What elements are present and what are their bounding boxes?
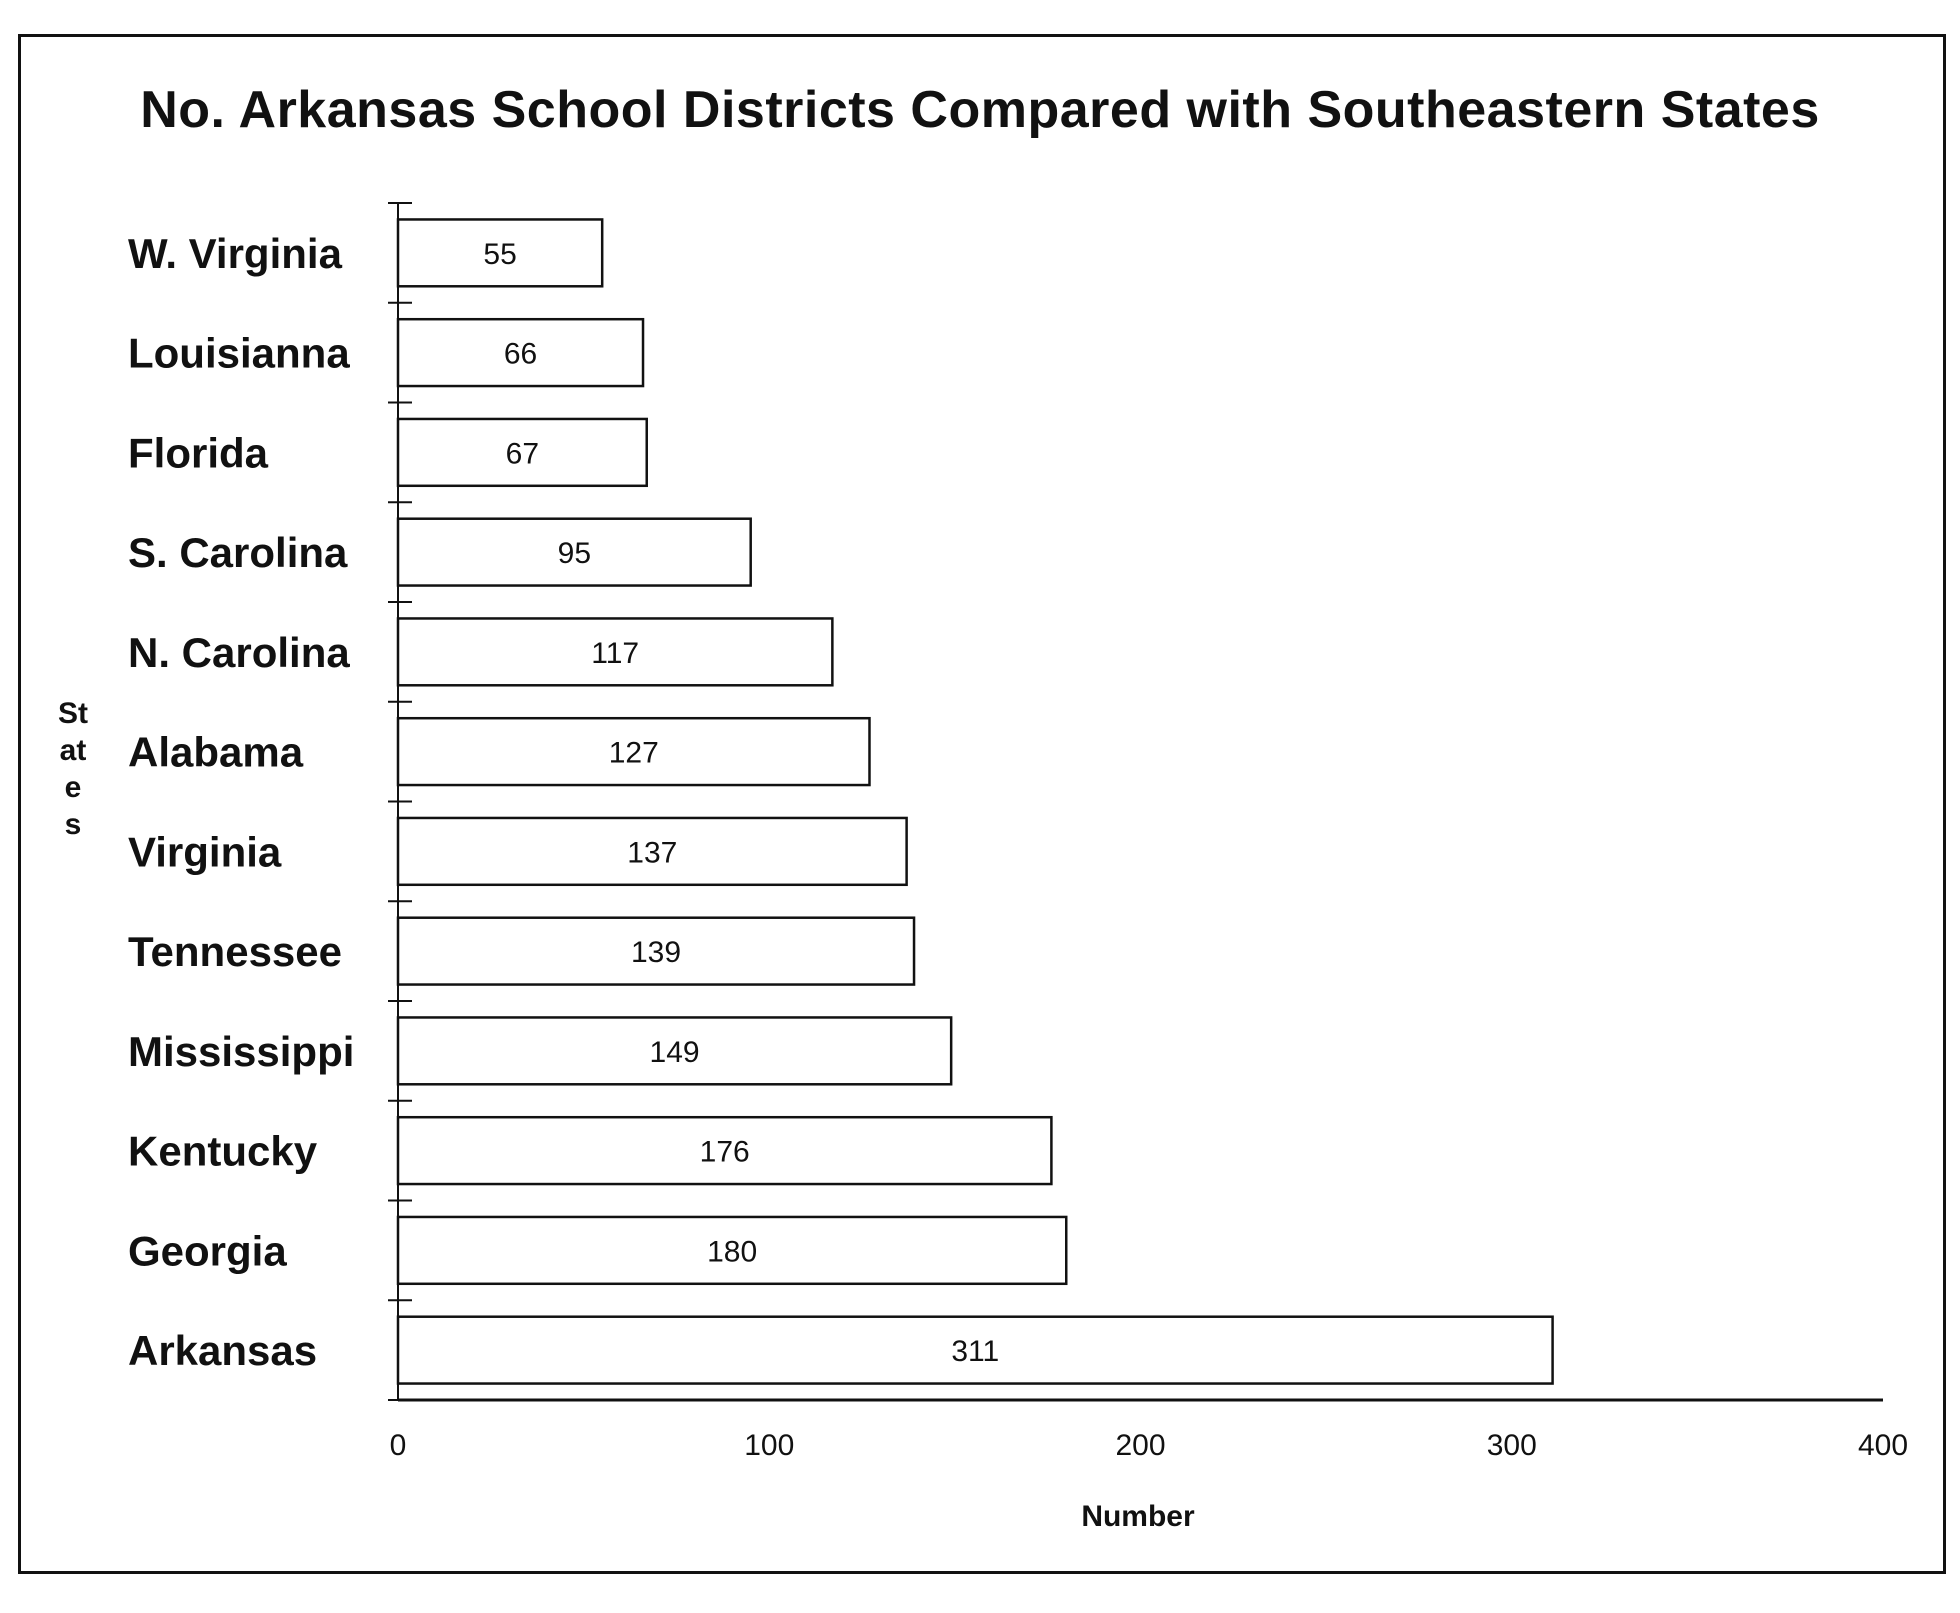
category-label: Mississippi (128, 1027, 355, 1075)
category-label: Arkansas (128, 1327, 318, 1375)
x-tick-label: 0 (389, 1429, 407, 1462)
x-axis-label: Number (1081, 1500, 1195, 1533)
bar-value-label: 311 (951, 1335, 1000, 1369)
category-label: N. Carolina (128, 628, 350, 676)
category-label: Georgia (128, 1227, 287, 1275)
chart-title: No. Arkansas School Districts Compared with Southeastern States (140, 81, 1820, 139)
x-tick-label: 400 (1857, 1429, 1909, 1462)
category-label: Alabama (128, 728, 304, 776)
x-tick-label: 100 (744, 1429, 795, 1462)
bar-value-label: 139 (630, 936, 682, 970)
category-label: S. Carolina (128, 529, 348, 577)
bar-value-label: 176 (699, 1135, 750, 1169)
bar-value-label: 95 (557, 537, 592, 571)
bar-value-label: 66 (503, 337, 538, 371)
category-label: Tennessee (128, 928, 342, 976)
bar-value-label: 55 (483, 237, 517, 271)
category-label: W. Virginia (128, 229, 342, 277)
x-tick-label: 200 (1115, 1429, 1166, 1462)
category-label: Louisianna (128, 329, 350, 377)
bar-value-label: 137 (627, 836, 678, 870)
bar-value-label: 127 (608, 736, 659, 770)
bar-value-label: 149 (649, 1035, 700, 1069)
category-label: Kentucky (128, 1127, 318, 1175)
chart-bars (398, 219, 1553, 1383)
category-label: Virginia (128, 828, 282, 876)
bar-value-label: 117 (591, 636, 640, 670)
category-label: Florida (128, 429, 269, 477)
y-axis-label: States (58, 697, 88, 841)
bar-value-label: 67 (505, 437, 540, 471)
bar-value-label: 180 (707, 1235, 758, 1269)
x-tick-label: 300 (1486, 1429, 1537, 1462)
